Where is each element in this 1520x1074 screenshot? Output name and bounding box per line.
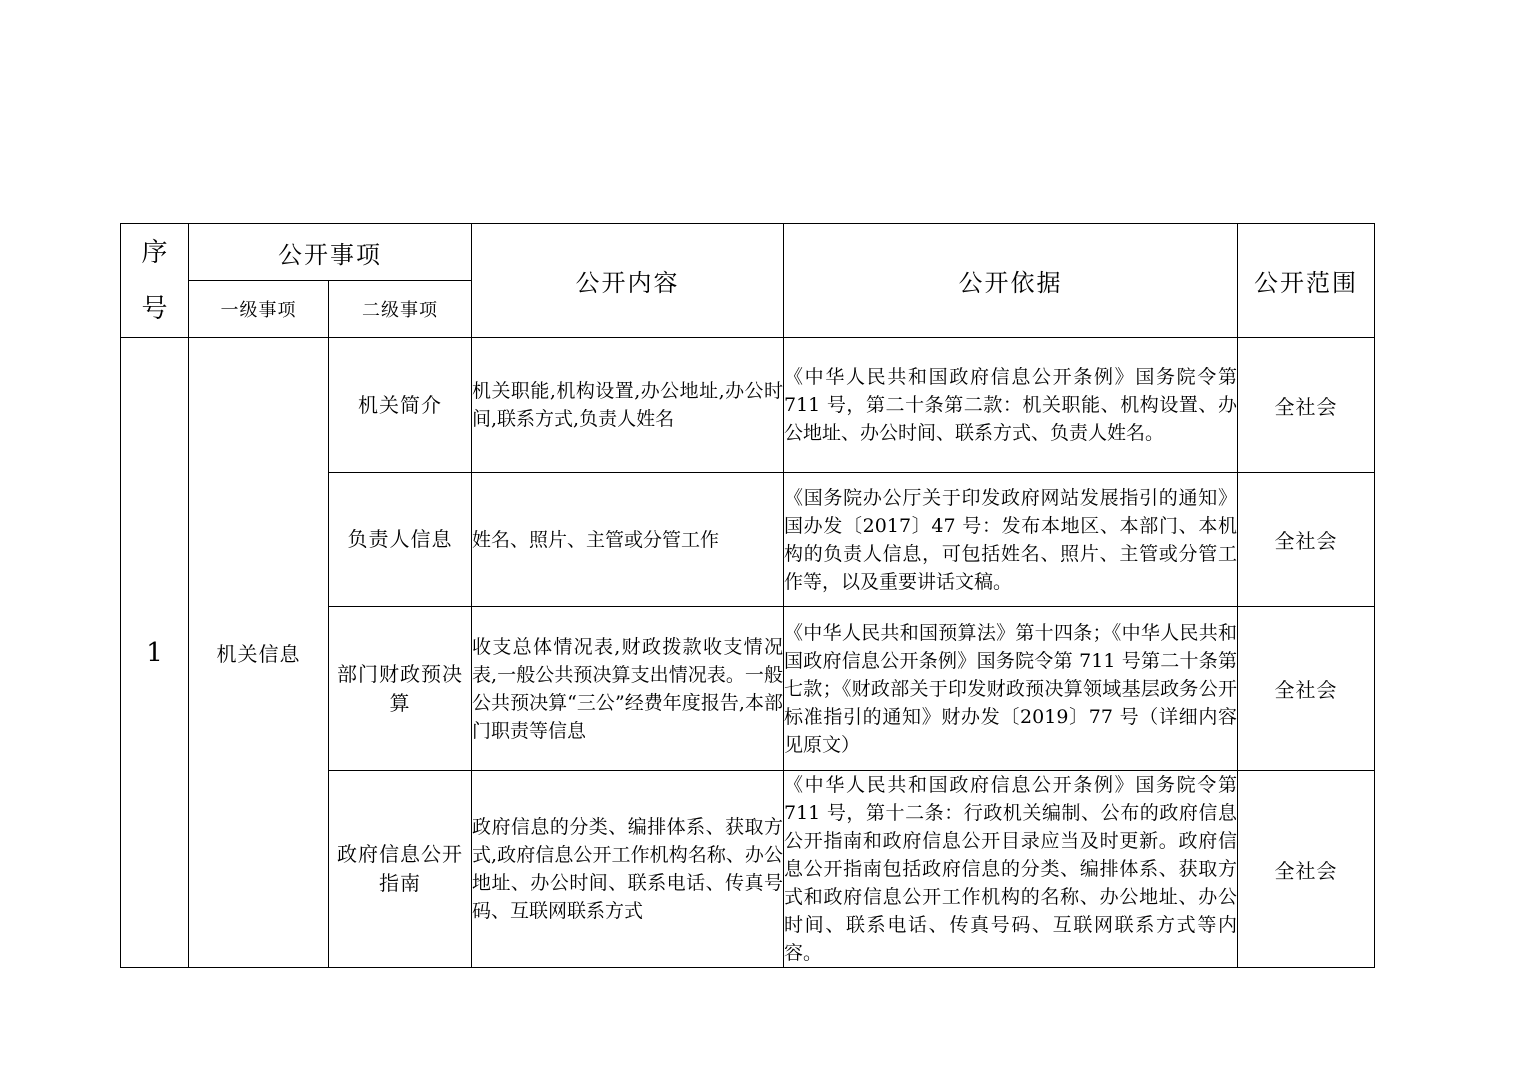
row-basis: 《中华人民共和国政府信息公开条例》国务院令第 711 号，第二十条第二款：机关职能、机构设置、办公地址、办公时间、联系方式、负责人姓名。 [784, 338, 1238, 473]
row-scope: 全社会 [1238, 473, 1375, 607]
header-row-top [121, 224, 1375, 281]
row-scope: 全社会 [1238, 607, 1375, 771]
row-basis: 《中华人民共和国政府信息公开条例》国务院令第 711 号，第十二条：行政机关编制、公布的政府信息公开指南和政府信息公开目录应当及时更新。政府信息公开指南包括政府信息的分类、编排体系、获取方式和政府信息公开工作机构的名称、办公地址、办公时间、联系电话、传真号码、互联网联系方式等内容。 [784, 771, 1238, 968]
row-content: 姓名、照片、主管或分管工作 [472, 473, 784, 607]
header-basis: 公开依据 [784, 224, 1238, 338]
row-scope: 全社会 [1238, 338, 1375, 473]
header-content: 公开内容 [472, 224, 784, 338]
row-content: 机关职能,机构设置,办公地址,办公时间,联系方式,负责人姓名 [472, 338, 784, 473]
row-basis: 《中华人民共和国预算法》第十四条；《中华人民共和国政府信息公开条例》国务院令第 711 号第二十条第七款；《财政部关于印发财政预决算领域基层政务公开标准指引的通知》财办发〔2019〕77 号（详细内容见原文） [784, 607, 1238, 771]
header-item-group: 公开事项 [189, 224, 472, 281]
header-level1: 一级事项 [189, 281, 329, 338]
header-level2: 二级事项 [329, 281, 472, 338]
disclosure-table [120, 223, 1375, 968]
header-seq-text: 序号 [141, 237, 168, 324]
row-level2: 负责人信息 [329, 473, 472, 607]
row-content: 政府信息的分类、编排体系、获取方式,政府信息公开工作机构名称、办公地址、办公时间、联系电话、传真号码、互联网联系方式 [472, 771, 784, 968]
row-basis: 《国务院办公厅关于印发政府网站发展指引的通知》国办发〔2017〕47 号：发布本地区、本部门、本机构的负责人信息，可包括姓名、照片、主管或分管工作等，以及重要讲话文稿。 [784, 473, 1238, 607]
row-level2: 部门财政预决算 [329, 607, 472, 771]
row-level2: 机关简介 [329, 338, 472, 473]
group-level1: 机关信息 [189, 338, 329, 968]
header-seq [121, 224, 189, 338]
group-seq: 1 [121, 338, 189, 968]
row-scope: 全社会 [1238, 771, 1375, 968]
row-content: 收支总体情况表,财政拨款收支情况表,一般公共预决算支出情况表。一般公共预决算“三公”经费年度报告,本部门职责等信息 [472, 607, 784, 771]
header-scope: 公开范围 [1238, 224, 1375, 338]
row-level2: 政府信息公开指南 [329, 771, 472, 968]
table-row [121, 338, 1375, 473]
